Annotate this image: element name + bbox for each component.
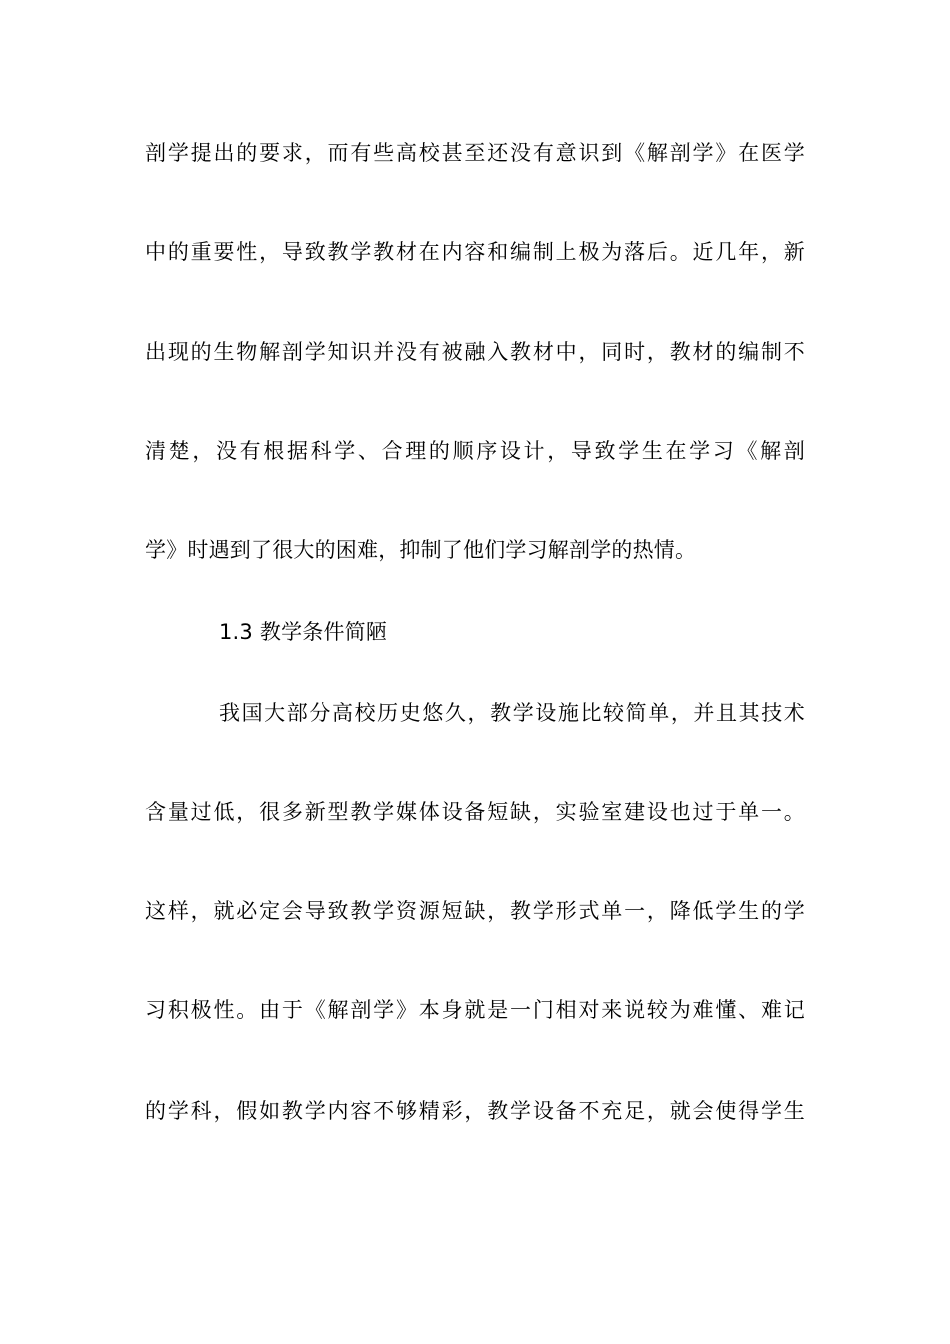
paragraph-1-line-3: 出现的生物解剖学知识并没有被融入教材中，同时，教材的编制不 bbox=[145, 340, 805, 364]
paragraph-1-line-1: 剖学提出的要求，而有些高校甚至还没有意识到《解剖学》在医学 bbox=[145, 141, 805, 165]
paragraph-2-line-2: 含量过低，很多新型教学媒体设备短缺，实验室建设也过于单一。 bbox=[145, 800, 805, 824]
section-heading: 1.3 教学条件简陋 bbox=[219, 620, 388, 644]
paragraph-2-line-4: 习积极性。由于《解剖学》本身就是一门相对来说较为难懂、难记 bbox=[145, 998, 805, 1022]
paragraph-1-line-2: 中的重要性，导致教学教材在内容和编制上极为落后。近几年，新 bbox=[145, 240, 805, 264]
paragraph-1-line-4: 清楚，没有根据科学、合理的顺序设计，导致学生在学习《解剖 bbox=[145, 439, 805, 463]
paragraph-2-line-1: 我国大部分高校历史悠久，教学设施比较简单，并且其技术 bbox=[219, 701, 805, 725]
paragraph-2-line-3: 这样，就必定会导致教学资源短缺，教学形式单一，降低学生的学 bbox=[145, 899, 805, 923]
paragraph-2-line-5: 的学科，假如教学内容不够精彩，教学设备不充足，就会使得学生 bbox=[145, 1099, 805, 1123]
paragraph-1-line-5: 学》时遇到了很大的困难，抑制了他们学习解剖学的热情。 bbox=[145, 538, 697, 562]
